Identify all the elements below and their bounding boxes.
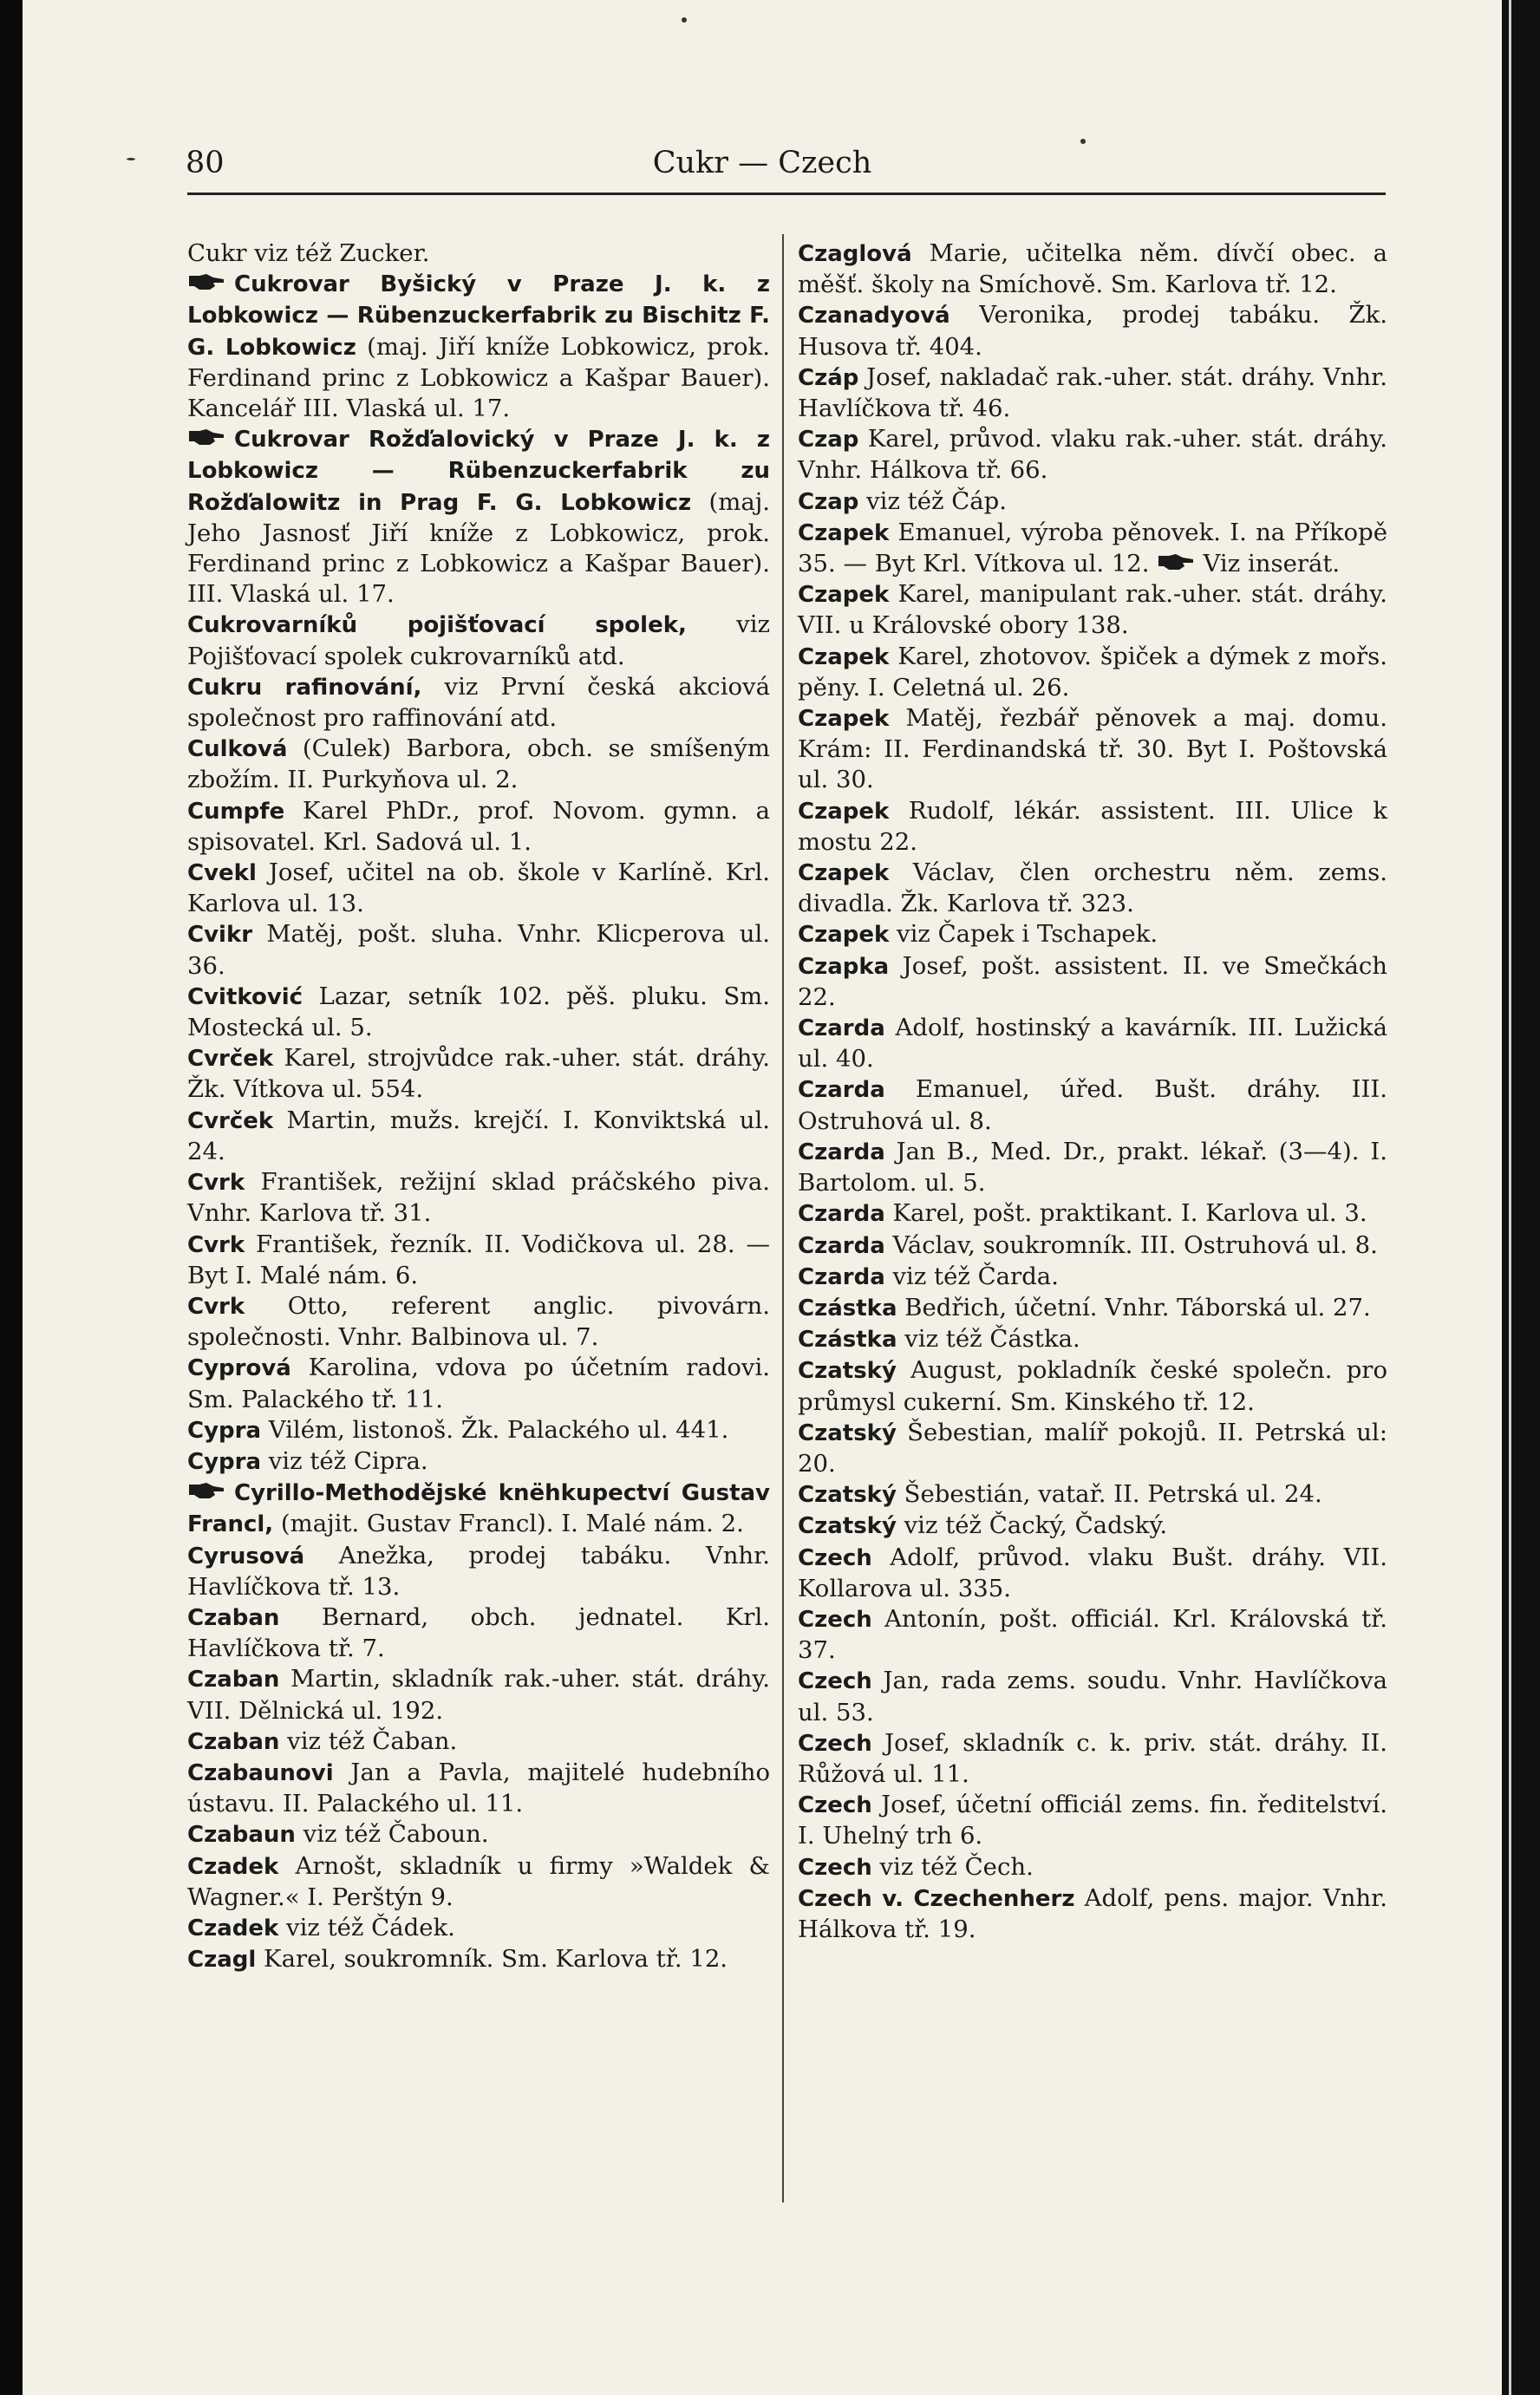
entry-details: (majit. Gustav Francl). I. Malé nám. 2. bbox=[273, 1510, 744, 1538]
entry-details: Matěj, řezbář pěnovek a maj. domu. Krám: II. Ferdinandská tř. 30. Byt I. Poštovská ul. 30. bbox=[798, 704, 1387, 794]
entry-name: Cyprová bbox=[187, 1355, 291, 1382]
directory-entry bbox=[187, 610, 770, 671]
entry-name: Czapek bbox=[798, 922, 890, 949]
entry-details: Karel, manipulant rak.-uher. stát. dráhy. VII. u Královské obory 138. bbox=[798, 580, 1387, 640]
running-head: Cukr — Czech bbox=[652, 146, 872, 180]
entry-name: Cvrček bbox=[187, 1107, 274, 1134]
directory-entry bbox=[187, 269, 770, 424]
entry-details: Vilém, listonoš. Žk. Palackého ul. 441. bbox=[261, 1415, 729, 1444]
directory-page bbox=[23, 0, 1502, 2395]
entry-details: Josef, pošt. assistent. II. ve Smečkách 22. bbox=[798, 951, 1387, 1011]
directory-entry bbox=[798, 1262, 1387, 1293]
entry-details: viz též Čádek. bbox=[278, 1913, 455, 1941]
entry-name: Czáp bbox=[798, 364, 859, 391]
entry-name: Cyrusová bbox=[187, 1543, 305, 1569]
entry-details: viz též Čaboun. bbox=[295, 1820, 489, 1849]
entry-details: Rudolf, lékár. assistent. III. Ulice k mostu 22. bbox=[798, 796, 1387, 856]
directory-entry bbox=[798, 1728, 1387, 1790]
entry-details: Karel, soukromník. Sm. Karlova tř. 12. bbox=[256, 1945, 728, 1974]
entry-name: Cukru rafinování, bbox=[187, 674, 422, 701]
entry-details: Karel, průvod. vlaku rak.-uher. stát. dráhy. Vnhr. Hálkova tř. 66. bbox=[798, 425, 1387, 485]
entry-details: Josef, nakladač rak.-uher. stát. dráhy. Vnhr. Havlíčkova tř. 46. bbox=[798, 362, 1387, 423]
entry-details: Bernard, obch. jednatel. Krl. Havlíčkova tř. 7. bbox=[187, 1602, 770, 1663]
directory-entry bbox=[798, 1883, 1387, 1945]
entry-details: viz Pojišťovací spolek cukrovarníků atd. bbox=[187, 610, 770, 670]
directory-entry bbox=[798, 1013, 1387, 1074]
entry-name: Cvekl bbox=[187, 860, 257, 887]
entry-name: Czarda bbox=[798, 1232, 885, 1259]
directory-entry bbox=[798, 362, 1387, 424]
entry-details: Anežka, prodej tabáku. Vnhr. Havlíčkova tř. 13. bbox=[187, 1541, 770, 1601]
entry-name: Czarda bbox=[798, 1263, 885, 1290]
entry-name: Czarda bbox=[798, 1077, 885, 1104]
entry-name: Czaglová bbox=[798, 241, 912, 267]
entry-name: Czech bbox=[798, 1606, 872, 1633]
entry-details: Antonín, pošt. officiál. Krl. Královská tř. 37. bbox=[798, 1604, 1387, 1665]
directory-entry bbox=[187, 1043, 770, 1105]
entry-details: Emanuel, výroba pěnovek. I. na Příkopě 35. — Byt Krl. Vítkova ul. 12. bbox=[798, 518, 1387, 578]
directory-entry bbox=[187, 858, 770, 919]
entry-name: Czaban bbox=[187, 1604, 280, 1631]
entry-name: Czarda bbox=[798, 1201, 885, 1228]
entry-name: Czabaunovi bbox=[187, 1759, 334, 1786]
directory-entry bbox=[187, 1230, 770, 1291]
entry-details: Adolf, pens. major. Vnhr. Hálkova tř. 19. bbox=[798, 1883, 1387, 1943]
entry-details: Šebestián, vatař. II. Petrská ul. 24. bbox=[896, 1480, 1322, 1509]
entry-name: Cvrček bbox=[187, 1046, 274, 1073]
directory-entry bbox=[798, 1355, 1387, 1417]
directory-entry bbox=[187, 982, 770, 1043]
directory-entry bbox=[187, 1415, 770, 1446]
column-divider bbox=[782, 234, 784, 2202]
entry-details: Josef, učitel na ob. škole v Karlíně. Krl. Karlova ul. 13. bbox=[187, 858, 770, 918]
entry-details: viz Čapek i Tschapek. bbox=[889, 920, 1158, 949]
entry-details: Veronika, prodej tabáku. Žk. Husova tř. 404. bbox=[798, 301, 1387, 361]
directory-entry bbox=[187, 1446, 770, 1478]
entry-name: Cvrk bbox=[187, 1293, 245, 1320]
entry-name: Czaban bbox=[187, 1667, 280, 1693]
directory-entry bbox=[187, 424, 770, 610]
entry-details: Jan a Pavla, majitelé hudebního ústavu. II. Palackého ul. 11. bbox=[187, 1758, 770, 1818]
entry-name: Czap bbox=[798, 427, 859, 454]
entry-details: Martin, skladník rak.-uher. stát. dráhy. VII. Dělnická ul. 192. bbox=[187, 1665, 770, 1725]
directory-entry bbox=[798, 1543, 1387, 1604]
entry-details: Emanuel, úřed. Bušt. dráhy. III. Ostruhová ul. 8. bbox=[798, 1075, 1387, 1135]
directory-entry bbox=[187, 919, 770, 981]
entry-name: Czapka bbox=[798, 953, 890, 980]
entry-details: Adolf, hostinský a kavárník. III. Lužická ul. 40. bbox=[798, 1014, 1387, 1074]
entry-details: Otto, referent anglic. pivovárn. společnosti. Vnhr. Balbinova ul. 7. bbox=[187, 1291, 770, 1352]
entry-name: Cukrovar Byšický v Praze J. k. z Lobkowicz — Rübenzuckerfabrik zu Bischitz F. G. Lobkowicz bbox=[187, 271, 770, 361]
entry-name: Czástka bbox=[798, 1327, 897, 1354]
directory-entry bbox=[187, 672, 770, 734]
entry-details: František, řezník. II. Vodičkova ul. 28. — Byt I. Malé nám. 6. bbox=[187, 1230, 770, 1289]
entry-name: Cyrillo-Methodějské knëhkupectví Gustav Francl, bbox=[187, 1480, 770, 1538]
directory-entry bbox=[187, 1167, 770, 1229]
entry-details: Karel, strojvůdce rak.-uher. stát. dráhy. Žk. Vítkova ul. 554. bbox=[187, 1044, 770, 1104]
entry-details: viz též Cipra. bbox=[261, 1446, 428, 1475]
page-number: 80 bbox=[186, 146, 225, 180]
entry-details: viz též Čacký, Čadský. bbox=[896, 1511, 1168, 1540]
directory-entry bbox=[187, 238, 770, 269]
directory-entry bbox=[798, 1418, 1387, 1479]
entry-name: Czaban bbox=[187, 1728, 280, 1755]
directory-entry bbox=[187, 1851, 770, 1913]
pointing-hand-icon bbox=[187, 1479, 225, 1500]
directory-entry bbox=[187, 1353, 770, 1414]
directory-entry bbox=[798, 1479, 1387, 1511]
entry-details: Václav, soukromník. III. Ostruhová ul. 8. bbox=[884, 1230, 1378, 1259]
header-rule bbox=[187, 193, 1386, 195]
directory-entry bbox=[798, 858, 1387, 919]
directory-entry bbox=[798, 1137, 1387, 1198]
directory-entry bbox=[187, 1478, 770, 1540]
directory-entry bbox=[798, 1666, 1387, 1727]
entry-details: viz První česká akciová společnost pro raffinování atd. bbox=[187, 672, 770, 733]
page-header bbox=[23, 146, 1502, 198]
entry-details: Josef, účetní officiál zems. fin. ředitelství. I. Uhelný trh 6. bbox=[798, 1791, 1387, 1850]
directory-entry bbox=[798, 238, 1387, 300]
entry-details: August, pokladník české společn. pro průmysl cukerní. Sm. Kinského tř. 12. bbox=[798, 1356, 1387, 1416]
entry-name: Czatský bbox=[798, 1482, 897, 1509]
entry-name: Cypra bbox=[187, 1448, 262, 1475]
entry-details: Karel PhDr., prof. Novom. gymn. a spisovatel. Krl. Sadová ul. 1. bbox=[187, 796, 770, 856]
entry-details: viz též Čech. bbox=[871, 1852, 1034, 1881]
pointing-hand-icon bbox=[187, 426, 225, 447]
entry-details: Martin, mužs. krejčí. I. Konviktská ul. 24. bbox=[187, 1106, 770, 1165]
directory-entry bbox=[798, 1852, 1387, 1883]
pointing-hand-icon bbox=[1157, 551, 1195, 571]
entry-name: Czech bbox=[798, 1854, 872, 1881]
entry-details: Jan B., Med. Dr., prakt. lékař. (3—4). I. Bartolom. ul. 5. bbox=[798, 1137, 1387, 1198]
directory-entry bbox=[798, 1293, 1387, 1324]
directory-entry bbox=[187, 1913, 770, 1944]
entry-details: Bedřich, účetní. Vnhr. Táborská ul. 27. bbox=[897, 1293, 1371, 1321]
entry-details: František, režijní sklad práčského piva. Vnhr. Karlova tř. 31. bbox=[187, 1168, 770, 1228]
entry-details: viz též Čáp. bbox=[858, 486, 1008, 515]
entry-details: Cukr viz též Zucker. bbox=[187, 239, 430, 267]
directory-entry bbox=[187, 1602, 770, 1664]
right-column bbox=[798, 238, 1387, 1945]
directory-entry bbox=[798, 1511, 1387, 1542]
directory-entry bbox=[187, 796, 770, 858]
entry-name: Cukrovarníků pojišťovací spolek, bbox=[187, 612, 687, 639]
directory-entry bbox=[798, 919, 1387, 950]
entry-name: Czarda bbox=[798, 1139, 885, 1165]
directory-entry bbox=[798, 796, 1387, 858]
entry-name: Cumpfe bbox=[187, 798, 285, 825]
entry-name: Czapek bbox=[798, 519, 890, 546]
entry-name: Cukrovar Rožďalovický v Praze J. k. z Lobkowicz — Rübenzuckerfabrik zu Rožďalowitz in Prag F. G. Lobkowicz bbox=[187, 427, 770, 516]
paper-speck bbox=[127, 158, 135, 160]
directory-entry bbox=[798, 642, 1387, 703]
entry-name: Cvrk bbox=[187, 1170, 245, 1197]
directory-entry bbox=[798, 300, 1387, 362]
entry-details: Jan, rada zems. soudu. Vnhr. Havlíčkova ul. 53. bbox=[798, 1667, 1387, 1726]
directory-entry bbox=[187, 1541, 770, 1602]
directory-entry bbox=[187, 1726, 770, 1758]
entry-name: Czapek bbox=[798, 798, 890, 825]
directory-entry bbox=[187, 1664, 770, 1726]
directory-entry bbox=[798, 1198, 1387, 1230]
entry-details: (maj. Jiří kníže Lobkowicz, prok. Ferdinand princ z Lobkowicz a Kašpar Bauer). Kancelář III. Vlaská ul. 17. bbox=[187, 332, 770, 423]
entry-details: Adolf, průvod. vlaku Bušt. dráhy. VII. Kollarova ul. 335. bbox=[798, 1543, 1387, 1602]
entry-name: Czech bbox=[798, 1544, 872, 1571]
entry-details: Matěj, pošt. sluha. Vnhr. Klicperova ul. 36. bbox=[187, 920, 770, 980]
entry-details: Marie, učitelka něm. dívčí obec. a měšť. školy na Smíchově. Sm. Karlova tř. 12. bbox=[798, 239, 1387, 299]
entry-name: Czadek bbox=[187, 1853, 279, 1880]
entry-name: Czatský bbox=[798, 1513, 897, 1540]
entry-details: viz též Částka. bbox=[897, 1325, 1080, 1354]
entry-details: viz též Čaban. bbox=[279, 1726, 458, 1755]
entry-name: Czapek bbox=[798, 860, 890, 887]
entry-name: Czech bbox=[798, 1668, 872, 1695]
entry-details: Karel, zhotovov. špiček a dýmek z mořs. pěny. I. Celetná ul. 26. bbox=[798, 642, 1387, 702]
entry-name: Cvrk bbox=[187, 1231, 245, 1258]
directory-entry bbox=[187, 1819, 770, 1850]
directory-entry bbox=[187, 1944, 770, 1975]
directory-entry bbox=[798, 1790, 1387, 1851]
entry-name: Czadek bbox=[187, 1915, 279, 1941]
pointing-hand-icon bbox=[187, 271, 225, 291]
directory-entry bbox=[187, 1106, 770, 1167]
entry-name: Czarda bbox=[798, 1015, 885, 1042]
entry-details: Josef, skladník c. k. priv. stát. dráhy. II. Růžová ul. 11. bbox=[798, 1728, 1387, 1788]
entry-details: viz též Čarda. bbox=[884, 1262, 1059, 1290]
entry-details: Arnošt, skladník u firmy »Waldek & Wagner.« I. Perštýn 9. bbox=[187, 1851, 770, 1911]
directory-entry bbox=[798, 1074, 1387, 1136]
directory-entry bbox=[187, 1291, 770, 1353]
entry-name: Czapek bbox=[798, 643, 890, 670]
entry-name: Cvitković bbox=[187, 983, 303, 1010]
directory-entry bbox=[798, 579, 1387, 641]
entry-name: Czabaun bbox=[187, 1822, 296, 1849]
entry-name: Czatský bbox=[798, 1358, 897, 1385]
entry-name: Czapek bbox=[798, 582, 890, 609]
entry-name: Czech bbox=[798, 1792, 872, 1819]
entry-reference: Viz inserát. bbox=[1203, 550, 1341, 578]
entry-name: Czástka bbox=[798, 1295, 897, 1321]
entry-details: Šebestian, malíř pokojů. II. Petrská ul: 20. bbox=[798, 1418, 1387, 1478]
entry-name: Czap bbox=[798, 488, 859, 515]
left-column bbox=[187, 238, 770, 1975]
paper-speck bbox=[682, 17, 687, 23]
entry-name: Culková bbox=[187, 736, 288, 763]
directory-entry bbox=[798, 951, 1387, 1013]
entry-name: Czech v. Czechenherz bbox=[798, 1885, 1075, 1912]
directory-entry bbox=[798, 424, 1387, 486]
entry-name: Czagl bbox=[187, 1947, 257, 1974]
entry-name: Czanadyová bbox=[798, 303, 950, 330]
entry-name: Czatský bbox=[798, 1419, 897, 1446]
entry-details: (maj. Jeho Jasnosť Jiří kníže z Lobkowicz, prok. Ferdinand princ z Lobkowicz a Kašpar Bauer). III. Vlaská ul. 17. bbox=[187, 487, 770, 609]
directory-entry bbox=[798, 1604, 1387, 1666]
entry-details: Lazar, setník 102. pěš. pluku. Sm. Mostecká ul. 5. bbox=[187, 982, 770, 1042]
entry-details: Václav, člen orchestru něm. zems. divadla. Žk. Karlova tř. 323. bbox=[798, 858, 1387, 918]
directory-entry bbox=[187, 734, 770, 795]
entry-details: Karolina, vdova po účetním radovi. Sm. Palackého tř. 11. bbox=[187, 1354, 770, 1413]
paper-speck bbox=[1080, 139, 1086, 144]
directory-entry bbox=[798, 703, 1387, 796]
directory-entry bbox=[798, 518, 1387, 579]
entry-name: Czapek bbox=[798, 706, 890, 733]
entry-name: Cypra bbox=[187, 1417, 262, 1444]
scan-edge bbox=[1502, 0, 1540, 2395]
directory-entry bbox=[187, 1758, 770, 1819]
entry-name: Cvikr bbox=[187, 922, 253, 949]
directory-entry bbox=[798, 486, 1387, 518]
entry-name: Czech bbox=[798, 1730, 872, 1757]
directory-entry bbox=[798, 1324, 1387, 1355]
entry-details: Karel, pošt. praktikant. I. Karlova ul. 3. bbox=[884, 1199, 1367, 1228]
directory-entry bbox=[798, 1230, 1387, 1262]
entry-details: (Culek) Barbora, obch. se smíšeným zbožím. II. Purkyňova ul. 2. bbox=[187, 734, 770, 794]
